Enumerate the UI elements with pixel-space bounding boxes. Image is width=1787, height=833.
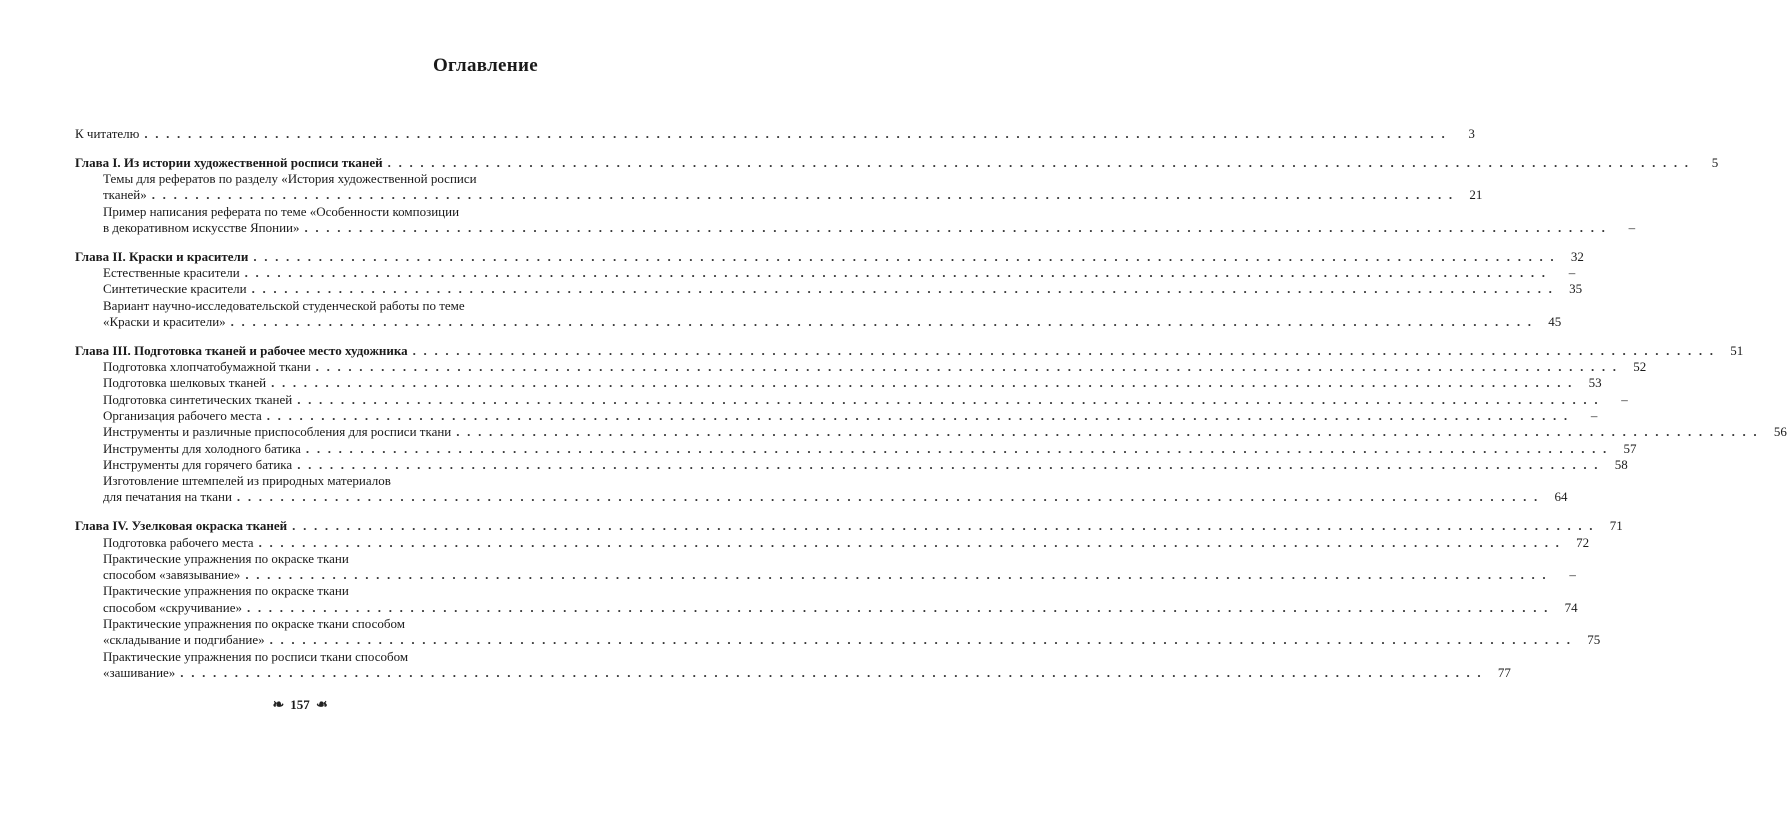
entry-title-line: Практические упражнения по окраске ткани (103, 583, 349, 599)
dot-leader: . . . . . . . . . . . . . . . . . . . . . . . . . . . . . . . . . . . . . . . . . . . . . . . . . . . . . . . . . . . . . . . . . . . . . . . . . . . . . . . . . . . . . . . . . . . . . . . . . . . . . . . . . . . . . . . . . . . . . . . . (236, 489, 1540, 505)
entry-title-line: Инструменты и различные приспособления для росписи ткани (103, 424, 452, 440)
entry-title-line: Инструменты для горячего батика (103, 456, 293, 472)
toc-section-entry[interactable] (75, 473, 1568, 506)
entry-title-line: Глава I. Из истории художественной росписи тканей (75, 154, 383, 170)
toc-chapter-entry[interactable] (75, 154, 1719, 171)
entry-page-number: 56 (1773, 424, 1787, 440)
entry-title-line: Практические упражнения по росписи ткани способом (103, 648, 409, 664)
entry-page-number: 32 (1570, 248, 1584, 264)
toc-chapter-entry[interactable] (75, 342, 1744, 359)
toc-section-entry[interactable] (75, 359, 1647, 375)
dot-leader: . . . . . . . . . . . . . . . . . . . . . . . . . . . . . . . . . . . . . . . . . . . . . . . . . . . . . . . . . . . . . . . . . . . . . . . . . . . . . . . . . . . . . . . . . . . . . . . . . . . . . . . . . . . . . . . . . . . . . . . . (258, 534, 1562, 550)
entry-page-number: 45 (1548, 313, 1562, 329)
dot-leader: . . . . . . . . . . . . . . . . . . . . . . . . . . . . . . . . . . . . . . . . . . . . . . . . . . . . . . . . . . . . . . . . . . . . . . . . . . . . . . . . . . . . . . . . . . . . . . . . . . . . . . . . . . . . . . . . . . . . . . . . (304, 219, 1608, 235)
entry-title-line: «зашивание» (103, 664, 176, 680)
entry-title-line: Вариант научно-исследовательской студенческой работы по теме (103, 297, 465, 313)
right-ornament-icon: ❧ (315, 698, 328, 713)
entry-page-number: 35 (1569, 281, 1583, 297)
entry-page-number: 53 (1588, 375, 1602, 391)
entry-title-line: Естественные красители (103, 265, 240, 281)
entry-page-number: 51 (1730, 342, 1744, 358)
entry-page-number: 71 (1609, 518, 1623, 534)
toc-section-entry[interactable] (75, 616, 1601, 649)
dot-leader: . . . . . . . . . . . . . . . . . . . . . . . . . . . . . . . . . . . . . . . . . . . . . . . . . . . . . . . . . . . . . . . . . . . . . . . . . . . . . . . . . . . . . . . . . . . . . . . . . . . . . . . . . . . . . . . . . . . . . . . . (271, 375, 1574, 391)
entry-title-line: «складывание и подгибание» (103, 632, 265, 648)
entry-page-number: 72 (1576, 534, 1590, 550)
entry-title-line: Глава IV. Узелковая окраска тканей (75, 518, 288, 534)
dot-leader: . . . . . . . . . . . . . . . . . . . . . . . . . . . . . . . . . . . . . . . . . . . . . . . . . . . . . . . . . . . . . . . . . . . . . . . . . . . . . . . . . . . . . . . . . . . . . . . . . . . . . . . . . . . . . . . . . . . . . . . . (151, 187, 1455, 203)
toc-section-entry[interactable] (75, 440, 1637, 457)
toc-chapter-entry[interactable] (75, 248, 1584, 265)
dot-leader: . . . . . . . . . . . . . . . . . . . . . . . . . . . . . . . . . . . . . . . . . . . . . . . . . . . . . . . . . . . . . . . . . . . . . . . . . . . . . . . . . . . . . . . . . . . . . . . . . . . . . . . . . . . . . . . . . . . . . . . . (412, 342, 1716, 358)
entry-title-line: Глава III. Подготовка тканей и рабочее место художника (75, 342, 408, 358)
entry-page-number: 64 (1554, 489, 1568, 505)
entry-title-line: способом «завязывание» (103, 567, 241, 583)
entry-title-line: Подготовка шелковых тканей (103, 375, 267, 391)
dot-leader: . . . . . . . . . . . . . . . . . . . . . . . . . . . . . . . . . . . . . . . . . . . . . . . . . . . . . . . . . . . . . . . . . . . . . . . . . . . . . . . . . . . . . . . . . . . . . . . . . . . . . . . . . . . . . . . . . . . . . . . . (251, 281, 1555, 297)
entry-title-line: Подготовка синтетических тканей (103, 391, 293, 407)
dot-leader: . . . . . . . . . . . . . . . . . . . . . . . . . . . . . . . . . . . . . . . . . . . . . . . . . . . . . . . . . . . . . . . . . . . . . . . . . . . . . . . . . . . . . . . . . . . . . . . . . . . . . . . . . . . . . . . . . . . . . . . . (297, 391, 1600, 407)
entry-page-number: 74 (1564, 599, 1578, 615)
entry-title-line: способом «скручивание» (103, 599, 242, 615)
entry-title-line: Подготовка хлопчатобумажной ткани (103, 359, 311, 375)
dot-leader: . . . . . . . . . . . . . . . . . . . . . . . . . . . . . . . . . . . . . . . . . . . . . . . . . . . . . . . . . . . . . . . . . . . . . . . . . . . . . . . . . . . . . . . . . . . . . . . . . . . . . . . . . . . . . . . . . . . . . . . . (253, 248, 1556, 264)
entry-page-number: – (1628, 219, 1636, 235)
page-footer (0, 697, 600, 714)
entry-title-line: Подготовка рабочего места (103, 534, 254, 550)
toc-group (75, 126, 1475, 142)
toc-section-entry[interactable] (75, 297, 1562, 331)
toc-section-entry[interactable] (75, 424, 1787, 440)
entry-title-line: Глава II. Краски и красители (75, 248, 249, 264)
entry-title-line: Практические упражнения по окраске ткани способом (103, 616, 405, 632)
toc-section-entry[interactable] (75, 583, 1578, 616)
toc-section-entry[interactable] (75, 648, 1511, 682)
dot-leader: . . . . . . . . . . . . . . . . . . . . . . . . . . . . . . . . . . . . . . . . . . . . . . . . . . . . . . . . . . . . . . . . . . . . . . . . . . . . . . . . . . . . . . . . . . . . . . . . . . . . . . . . . . . . . . . . . . . . . . . . (247, 599, 1550, 615)
toc-section-entry[interactable] (75, 550, 1576, 584)
table-of-contents (75, 126, 1787, 694)
entry-page-number: 21 (1469, 187, 1483, 203)
entry-page-number: 75 (1587, 632, 1601, 648)
dot-leader: . . . . . . . . . . . . . . . . . . . . . . . . . . . . . . . . . . . . . . . . . . . . . . . . . . . . . . . . . . . . . . . . . . . . . . . . . . . . . . . . . . . . . . . . . . . . . . . . . . . . . . . . . . . . . . . . . . . . . . . . (297, 456, 1600, 472)
toc-group (75, 342, 1787, 506)
entry-title-line: Синтетические красители (103, 281, 247, 297)
entry-page-number: – (1569, 567, 1576, 583)
entry-page-number: 58 (1614, 456, 1628, 472)
entry-page-number: 5 (1711, 154, 1719, 170)
dot-leader: . . . . . . . . . . . . . . . . . . . . . . . . . . . . . . . . . . . . . . . . . . . . . . . . . . . . . . . . . . . . . . . . . . . . . . . . . . . . . . . . . . . . . . . . . . . . . . . . . . . . . . . . . . . . . . . . . . . . . . . . (230, 313, 1534, 329)
entry-page-number: – (1621, 391, 1628, 407)
toc-section-entry[interactable] (75, 281, 1583, 297)
toc-chapter-entry[interactable] (75, 518, 1623, 534)
dot-leader: . . . . . . . . . . . . . . . . . . . . . . . . . . . . . . . . . . . . . . . . . . . . . . . . . . . . . . . . . . . . . . . . . . . . . . . . . . . . . . . . . . . . . . . . . . . . . . . . . . . . . . . . . . . . . . . . . . . . . . . . (269, 632, 1573, 648)
entry-title-line: «Краски и красители» (103, 313, 226, 329)
toc-section-entry[interactable] (75, 265, 1576, 281)
dot-leader: . . . . . . . . . . . . . . . . . . . . . . . . . . . . . . . . . . . . . . . . . . . . . . . . . . . . . . . . . . . . . . . . . . . . . . . . . . . . . . . . . . . . . . . . . . . . . . . . . . . . . . . . . . . . . . . . . . . . . . . . (315, 359, 1619, 375)
entry-page-number: – (1568, 265, 1576, 281)
dot-leader: . . . . . . . . . . . . . . . . . . . . . . . . . . . . . . . . . . . . . . . . . . . . . . . . . . . . . . . . . . . . . . . . . . . . . . . . . . . . . . . . . . . . . . . . . . . . . . . . . . . . . . . . . . . . . . . . . . . . . . . . (244, 265, 1548, 281)
entry-title-line: Пример написания реферата по теме «Особенности композиции (103, 203, 460, 219)
page-title: Оглавление (432, 55, 538, 76)
entry-title-line: К читателю (75, 126, 140, 141)
toc-section-entry[interactable] (75, 203, 1636, 237)
toc-group (75, 154, 1719, 236)
entry-page-number: – (1590, 407, 1598, 423)
dot-leader: . . . . . . . . . . . . . . . . . . . . . . . . . . . . . . . . . . . . . . . . . . . . . . . . . . . . . . . . . . . . . . . . . . . . . . . . . . . . . . . . . . . . . . . . . . . . . . . . . . . . . . . . . . . . . . . . . . . . . . . . (266, 407, 1570, 423)
entry-title-line: Практические упражнения по окраске ткани (103, 550, 349, 566)
entry-page-number: 77 (1497, 664, 1511, 680)
entry-title-line: Инструменты для холодного батика (103, 440, 301, 456)
entry-title-line: в декоративном искусстве Японии» (103, 219, 300, 235)
left-ornament-icon: ❧ (272, 698, 285, 713)
toc-section-entry[interactable] (75, 375, 1602, 391)
toc-section-entry[interactable] (75, 456, 1628, 473)
dot-leader: . . . . . . . . . . . . . . . . . . . . . . . . . . . . . . . . . . . . . . . . . . . . . . . . . . . . . . . . . . . . . . . . . . . . . . . . . . . . . . . . . . . . . . . . . . . . . . . . . . . . . . . . . . . . . . . . . . . . . . . . (180, 664, 1483, 680)
toc-section-entry[interactable] (75, 534, 1590, 551)
toc-group (75, 518, 1623, 681)
toc-chapter-entry[interactable] (75, 126, 1475, 142)
dot-leader: . . . . . . . . . . . . . . . . . . . . . . . . . . . . . . . . . . . . . . . . . . . . . . . . . . . . . . . . . . . . . . . . . . . . . . . . . . . . . . . . . . . . . . . . . . . . . . . . . . . . . . . . . . . . . . . . . . . . . . . . (292, 518, 1595, 534)
toc-group (75, 248, 1584, 330)
dot-leader: . . . . . . . . . . . . . . . . . . . . . . . . . . . . . . . . . . . . . . . . . . . . . . . . . . . . . . . . . . . . . . . . . . . . . . . . . . . . . . . . . . . . . . . . . . . . . . . . . . . . . . . . . . . . . . . . . . . . . . . . (144, 126, 1447, 141)
toc-section-entry[interactable] (75, 407, 1598, 424)
entry-title-line: тканей» (103, 187, 147, 203)
entry-page-number: 52 (1633, 359, 1647, 375)
page-number: 157 (290, 697, 310, 712)
entry-title-line: для печатания на ткани (103, 489, 232, 505)
entry-page-number: 3 (1468, 126, 1475, 141)
toc-section-entry[interactable] (75, 391, 1628, 408)
entry-page-number: 57 (1623, 440, 1637, 456)
entry-title-line: Организация рабочего места (103, 407, 262, 423)
toc-section-entry[interactable] (75, 171, 1483, 204)
dot-leader: . . . . . . . . . . . . . . . . . . . . . . . . . . . . . . . . . . . . . . . . . . . . . . . . . . . . . . . . . . . . . . . . . . . . . . . . . . . . . . . . . . . . . . . . . . . . . . . . . . . . . . . . . . . . . . . . . . . . . . . . (387, 154, 1691, 170)
dot-leader: . . . . . . . . . . . . . . . . . . . . . . . . . . . . . . . . . . . . . . . . . . . . . . . . . . . . . . . . . . . . . . . . . . . . . . . . . . . . . . . . . . . . . . . . . . . . . . . . . . . . . . . . . . . . . . . . . . . . . . . . (245, 567, 1548, 583)
entry-title-line: Изготовление штемпелей из природных материалов (103, 473, 391, 489)
entry-title-line: Темы для рефератов по разделу «История художественной росписи (103, 171, 477, 187)
dot-leader: . . . . . . . . . . . . . . . . . . . . . . . . . . . . . . . . . . . . . . . . . . . . . . . . . . . . . . . . . . . . . . . . . . . . . . . . . . . . . . . . . . . . . . . . . . . . . . . . . . . . . . . . . . . . . . . . . . . . . . . . (305, 440, 1609, 456)
dot-leader: . . . . . . . . . . . . . . . . . . . . . . . . . . . . . . . . . . . . . . . . . . . . . . . . . . . . . . . . . . . . . . . . . . . . . . . . . . . . . . . . . . . . . . . . . . . . . . . . . . . . . . . . . . . . . . . . . . . . . . . . (456, 424, 1759, 440)
